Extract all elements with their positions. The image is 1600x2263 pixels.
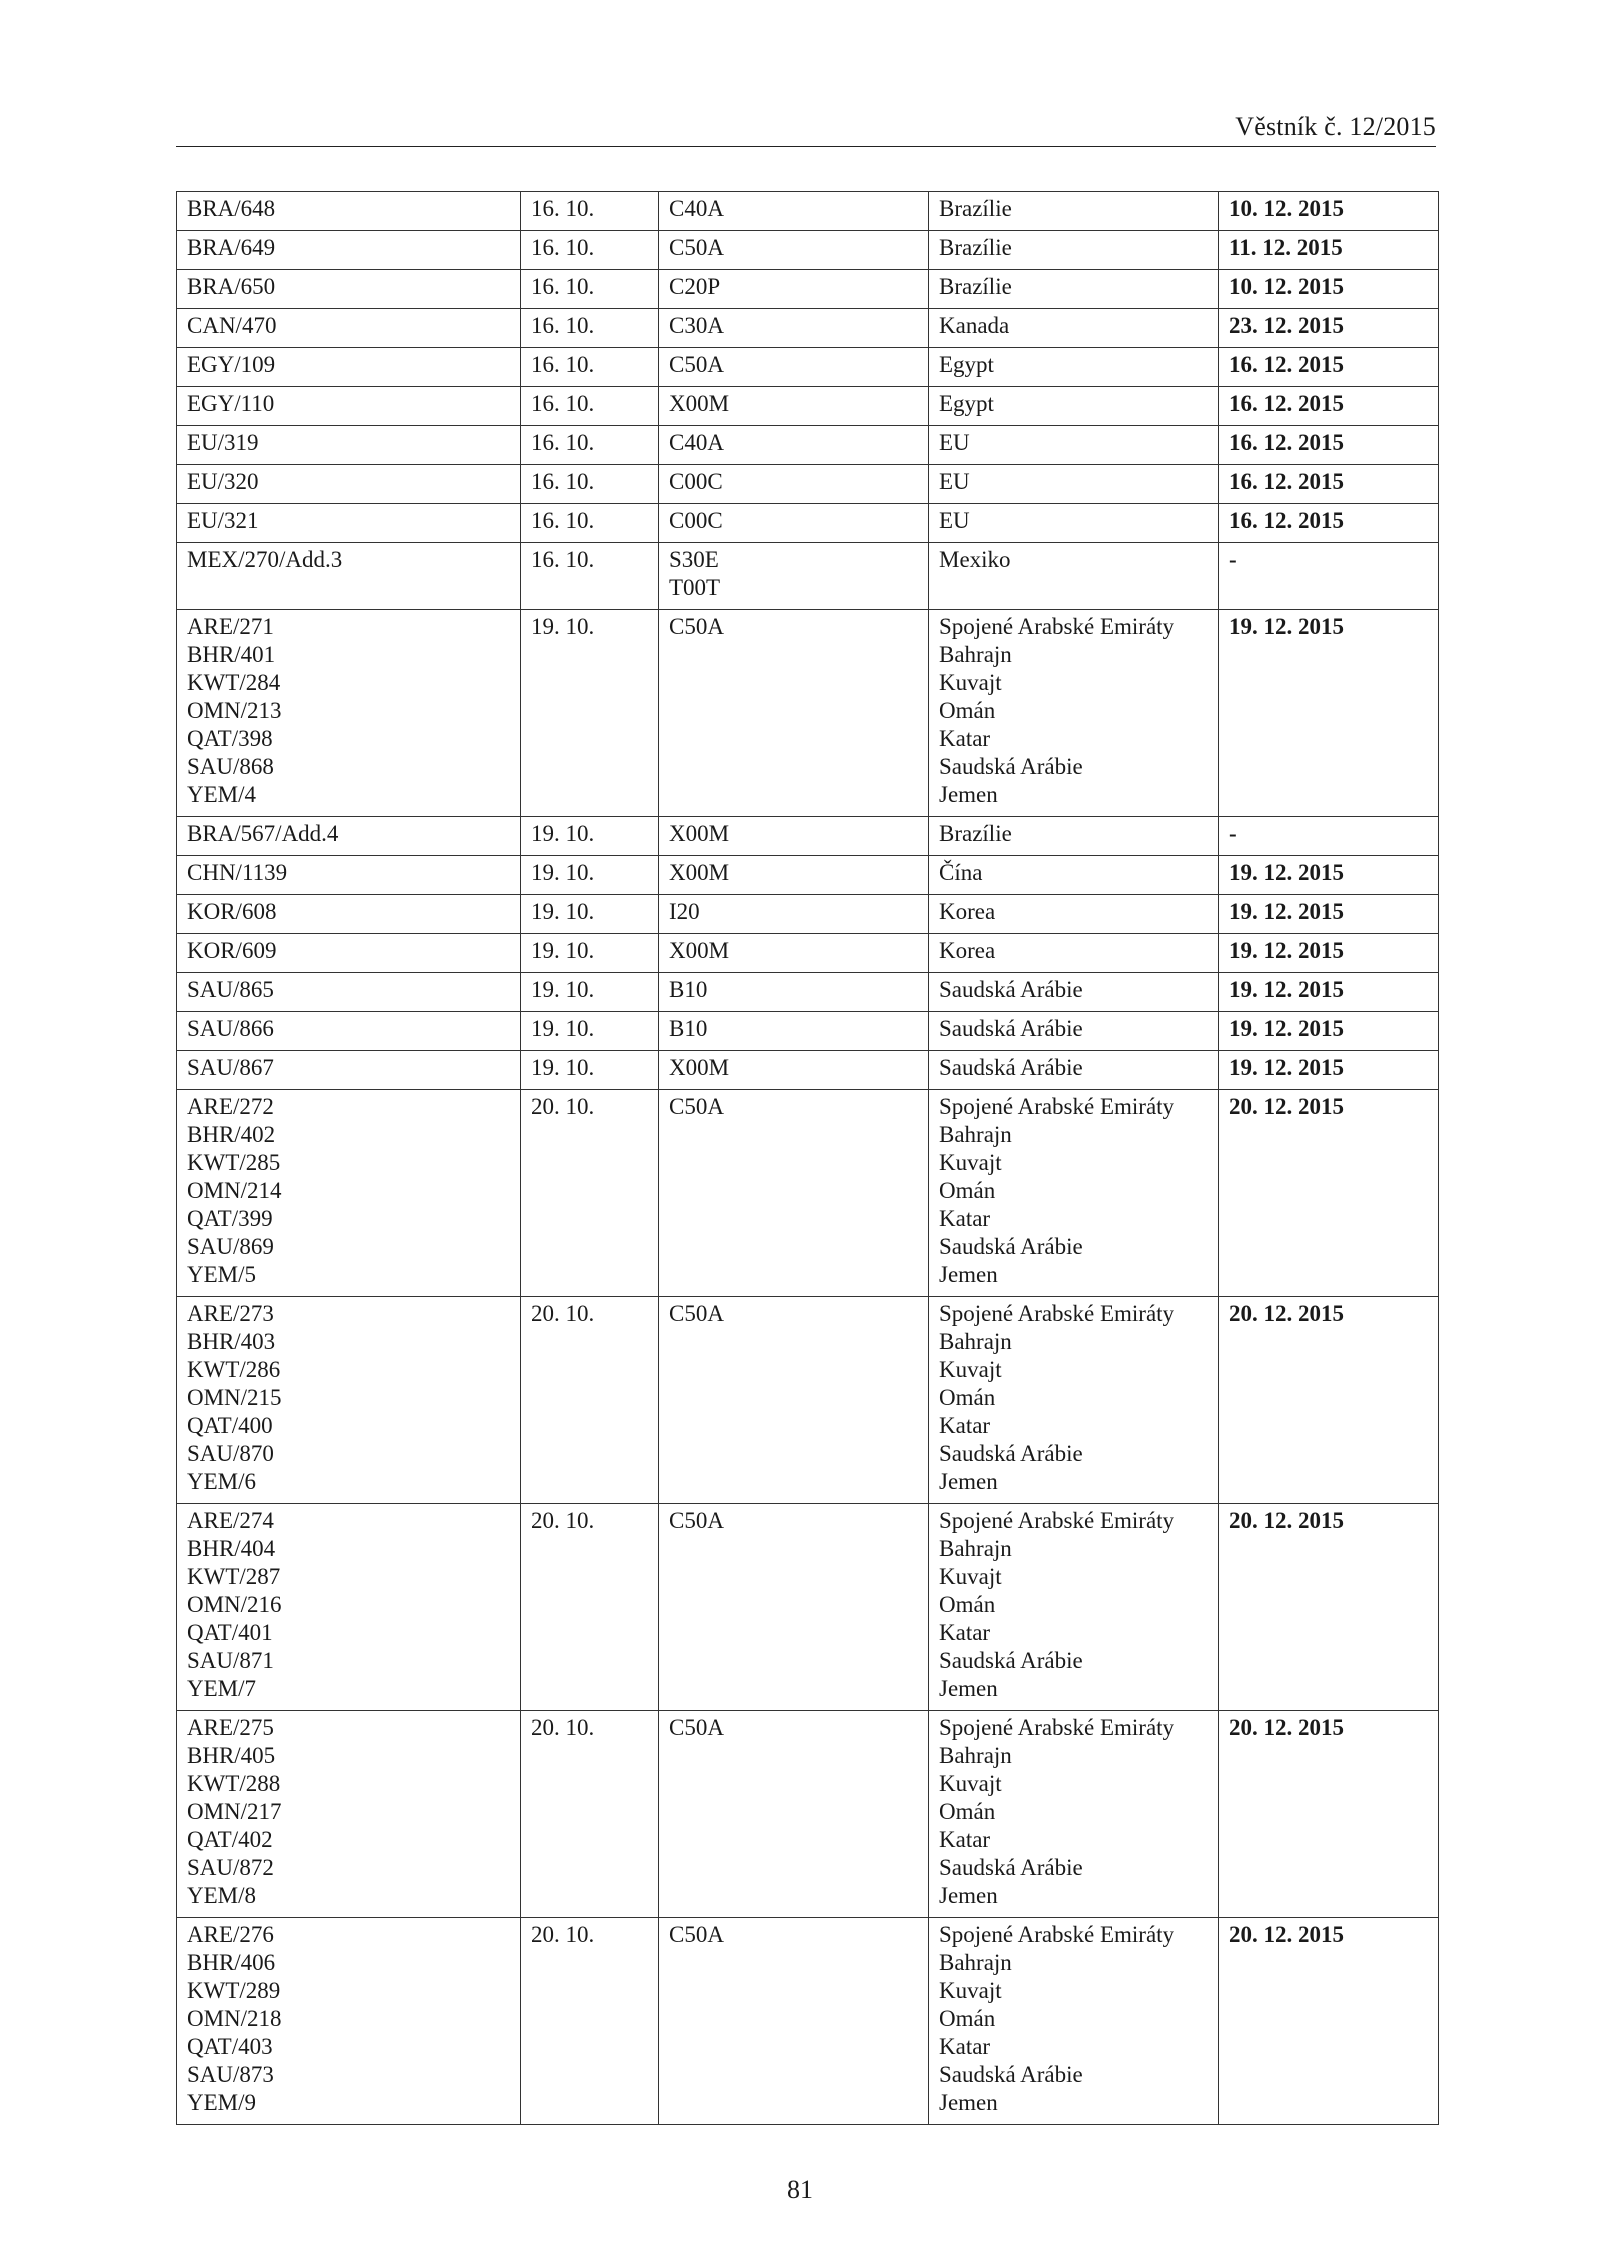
cell-document-code-line: ARE/275 [187, 1715, 274, 1740]
cell-document-code-line: QAT/400 [187, 1413, 273, 1438]
cell-document-code-line: OMN/214 [187, 1178, 282, 1203]
cell-date: 20. 10. [521, 1711, 659, 1918]
cell-document-code-line: EU/321 [187, 508, 259, 533]
cell-document-code-line: YEM/7 [187, 1676, 256, 1701]
cell-document-code [177, 270, 521, 309]
cell-classification [659, 270, 929, 309]
cell-country-line: Saudská Arábie [939, 1234, 1083, 1259]
cell-document-code-line: SAU/873 [187, 2062, 274, 2087]
cell-document-code-line: BHR/405 [187, 1743, 276, 1768]
table-row [177, 973, 1439, 1012]
cell-classification-line: S30E [669, 547, 719, 572]
cell-document-code [177, 1918, 521, 2125]
cell-document-code-line: SAU/866 [187, 1016, 274, 1041]
table-row [177, 895, 1439, 934]
cell-deadline: 11. 12. 2015 [1219, 231, 1439, 270]
cell-country-line: Kuvajt [939, 670, 1002, 695]
cell-document-code [177, 973, 521, 1012]
cell-date: 19. 10. [521, 856, 659, 895]
cell-document-code-line: ARE/273 [187, 1301, 274, 1326]
cell-country-line: Omán [939, 1592, 996, 1617]
cell-deadline: 20. 12. 2015 [1219, 1297, 1439, 1504]
cell-document-code-line: YEM/5 [187, 1262, 256, 1287]
cell-country-line: Brazílie [939, 196, 1012, 221]
cell-classification-line: C30A [669, 313, 724, 338]
cell-classification [659, 610, 929, 817]
cell-document-code-line: SAU/867 [187, 1055, 274, 1080]
table-row [177, 610, 1439, 817]
cell-country-line: Spojené Arabské Emiráty [939, 1508, 1175, 1533]
cell-country-line: Kuvajt [939, 1564, 1002, 1589]
cell-country-line: Katar [939, 1206, 991, 1231]
cell-date: 16. 10. [521, 543, 659, 610]
cell-country [929, 348, 1219, 387]
cell-document-code [177, 1090, 521, 1297]
cell-document-code-line: CAN/470 [187, 313, 277, 338]
cell-classification [659, 1090, 929, 1297]
cell-document-code [177, 309, 521, 348]
cell-classification [659, 1297, 929, 1504]
cell-document-code [177, 1504, 521, 1711]
cell-country [929, 973, 1219, 1012]
cell-country-line: Saudská Arábie [939, 1441, 1083, 1466]
table-row [177, 426, 1439, 465]
cell-document-code-line: EU/320 [187, 469, 259, 494]
cell-deadline: 19. 12. 2015 [1219, 1012, 1439, 1051]
cell-document-code-line: SAU/869 [187, 1234, 274, 1259]
cell-classification [659, 387, 929, 426]
cell-date: 19. 10. [521, 934, 659, 973]
table-row [177, 1711, 1439, 1918]
cell-country [929, 1711, 1219, 1918]
cell-classification-line: X00M [669, 821, 730, 846]
cell-date: 20. 10. [521, 1918, 659, 2125]
cell-country-line: Bahrajn [939, 1329, 1012, 1354]
cell-classification-line: X00M [669, 860, 730, 885]
cell-classification [659, 465, 929, 504]
cell-classification-line: X00M [669, 1055, 730, 1080]
cell-document-code-line: EU/319 [187, 430, 259, 455]
cell-document-code-line: EGY/109 [187, 352, 276, 377]
cell-classification-line: I20 [669, 899, 700, 924]
cell-date: 16. 10. [521, 231, 659, 270]
cell-document-code [177, 856, 521, 895]
cell-country-line: Jemen [939, 1676, 998, 1701]
table-row [177, 465, 1439, 504]
cell-document-code-line: QAT/401 [187, 1620, 273, 1645]
cell-date: 16. 10. [521, 387, 659, 426]
cell-country-line: Katar [939, 2034, 991, 2059]
cell-classification-line: C40A [669, 196, 724, 221]
cell-country-line: Saudská Arábie [939, 1855, 1083, 1880]
cell-document-code-line: SAU/865 [187, 977, 274, 1002]
cell-classification [659, 543, 929, 610]
cell-document-code [177, 934, 521, 973]
cell-country-line: Jemen [939, 2090, 998, 2115]
cell-date: 16. 10. [521, 309, 659, 348]
cell-date: 16. 10. [521, 270, 659, 309]
cell-country-line: Spojené Arabské Emiráty [939, 1301, 1175, 1326]
cell-classification-line: B10 [669, 977, 708, 1002]
cell-country-line: Kuvajt [939, 1771, 1002, 1796]
cell-country-line: Saudská Arábie [939, 2062, 1083, 2087]
cell-country-line: Saudská Arábie [939, 977, 1083, 1002]
cell-country-line: Egypt [939, 391, 994, 416]
cell-document-code [177, 1297, 521, 1504]
cell-country-line: Brazílie [939, 235, 1012, 260]
cell-classification-line: C50A [669, 1508, 724, 1533]
cell-deadline: 10. 12. 2015 [1219, 192, 1439, 231]
cell-date: 16. 10. [521, 348, 659, 387]
cell-country-line: Katar [939, 1827, 991, 1852]
cell-document-code-line: KWT/288 [187, 1771, 281, 1796]
cell-classification [659, 1918, 929, 2125]
cell-classification [659, 504, 929, 543]
cell-deadline: 10. 12. 2015 [1219, 270, 1439, 309]
cell-classification [659, 1012, 929, 1051]
cell-country-line: Jemen [939, 1883, 998, 1908]
cell-document-code-line: BRA/567/Add.4 [187, 821, 339, 846]
cell-document-code [177, 465, 521, 504]
cell-deadline: 20. 12. 2015 [1219, 1504, 1439, 1711]
cell-country-line: Katar [939, 1413, 991, 1438]
table-row [177, 817, 1439, 856]
cell-document-code-line: BHR/406 [187, 1950, 276, 1975]
table-row [177, 1297, 1439, 1504]
table-row [177, 856, 1439, 895]
cell-date: 19. 10. [521, 973, 659, 1012]
cell-document-code-line: BHR/401 [187, 642, 276, 667]
cell-country-line: Spojené Arabské Emiráty [939, 614, 1175, 639]
cell-country [929, 387, 1219, 426]
table-row [177, 543, 1439, 610]
cell-document-code [177, 543, 521, 610]
cell-country-line: Saudská Arábie [939, 754, 1083, 779]
cell-country [929, 934, 1219, 973]
cell-classification-line: C50A [669, 352, 724, 377]
cell-country-line: Omán [939, 1799, 996, 1824]
cell-document-code-line: BHR/404 [187, 1536, 276, 1561]
notifications-table [176, 191, 1439, 2125]
cell-deadline: 19. 12. 2015 [1219, 1051, 1439, 1090]
cell-country-line: Kanada [939, 313, 1010, 338]
cell-document-code-line: YEM/8 [187, 1883, 256, 1908]
cell-document-code-line: KWT/286 [187, 1357, 281, 1382]
cell-classification [659, 856, 929, 895]
cell-classification [659, 895, 929, 934]
cell-country-line: Korea [939, 899, 996, 924]
cell-document-code-line: QAT/402 [187, 1827, 273, 1852]
cell-country-line: Bahrajn [939, 1950, 1012, 1975]
cell-document-code [177, 426, 521, 465]
cell-date: 19. 10. [521, 1012, 659, 1051]
cell-country-line: Brazílie [939, 821, 1012, 846]
cell-country-line: Kuvajt [939, 1150, 1002, 1175]
table-row [177, 1051, 1439, 1090]
cell-document-code-line: SAU/871 [187, 1648, 274, 1673]
cell-date: 20. 10. [521, 1504, 659, 1711]
cell-classification [659, 934, 929, 973]
cell-deadline: 20. 12. 2015 [1219, 1918, 1439, 2125]
cell-document-code [177, 610, 521, 817]
cell-country [929, 504, 1219, 543]
table-body [177, 192, 1439, 2125]
cell-document-code-line: ARE/271 [187, 614, 274, 639]
cell-country-line: Katar [939, 1620, 991, 1645]
cell-document-code-line: BRA/648 [187, 196, 276, 221]
cell-date: 19. 10. [521, 817, 659, 856]
cell-country-line: Bahrajn [939, 642, 1012, 667]
cell-country [929, 856, 1219, 895]
cell-document-code-line: OMN/216 [187, 1592, 282, 1617]
cell-country-line: Bahrajn [939, 1536, 1012, 1561]
cell-deadline: 19. 12. 2015 [1219, 934, 1439, 973]
cell-document-code-line: SAU/868 [187, 754, 274, 779]
cell-country [929, 270, 1219, 309]
cell-classification-line: C20P [669, 274, 721, 299]
cell-classification-line: C00C [669, 469, 723, 494]
cell-deadline: 20. 12. 2015 [1219, 1711, 1439, 1918]
publication-title: Věstník č. 12/2015 [1235, 112, 1436, 141]
cell-document-code-line: ARE/272 [187, 1094, 274, 1119]
cell-classification-line: X00M [669, 391, 730, 416]
table-row [177, 348, 1439, 387]
cell-classification-line: C00C [669, 508, 723, 533]
cell-classification-line: C50A [669, 1301, 724, 1326]
cell-country [929, 543, 1219, 610]
cell-country-line: EU [939, 469, 970, 494]
cell-country-line: Omán [939, 1178, 996, 1203]
cell-document-code [177, 231, 521, 270]
cell-date: 19. 10. [521, 1051, 659, 1090]
table-row [177, 1090, 1439, 1297]
cell-document-code [177, 817, 521, 856]
cell-country-line: Spojené Arabské Emiráty [939, 1094, 1175, 1119]
cell-document-code-line: OMN/215 [187, 1385, 282, 1410]
cell-classification-line: C50A [669, 614, 724, 639]
cell-document-code-line: OMN/213 [187, 698, 282, 723]
cell-country [929, 1918, 1219, 2125]
cell-country [929, 1504, 1219, 1711]
cell-country-line: Korea [939, 938, 996, 963]
cell-document-code-line: BRA/649 [187, 235, 276, 260]
cell-document-code [177, 1711, 521, 1918]
cell-country-line: Jemen [939, 1262, 998, 1287]
cell-document-code-line: ARE/274 [187, 1508, 274, 1533]
cell-date: 19. 10. [521, 895, 659, 934]
cell-document-code [177, 895, 521, 934]
table-row [177, 309, 1439, 348]
cell-deadline: 16. 12. 2015 [1219, 348, 1439, 387]
cell-document-code-line: QAT/403 [187, 2034, 273, 2059]
cell-country [929, 1051, 1219, 1090]
cell-country-line: Saudská Arábie [939, 1055, 1083, 1080]
cell-classification [659, 231, 929, 270]
table-row [177, 1012, 1439, 1051]
cell-country-line: Jemen [939, 782, 998, 807]
cell-country-line: EU [939, 508, 970, 533]
cell-classification [659, 192, 929, 231]
cell-document-code-line: QAT/398 [187, 726, 273, 751]
cell-country-line: Saudská Arábie [939, 1648, 1083, 1673]
cell-country [929, 610, 1219, 817]
cell-date: 16. 10. [521, 426, 659, 465]
cell-deadline: 19. 12. 2015 [1219, 973, 1439, 1012]
cell-deadline: 19. 12. 2015 [1219, 895, 1439, 934]
cell-country-line: Omán [939, 2006, 996, 2031]
cell-country [929, 192, 1219, 231]
table-row [177, 934, 1439, 973]
cell-date: 19. 10. [521, 610, 659, 817]
cell-country-line: EU [939, 430, 970, 455]
cell-document-code-line: QAT/399 [187, 1206, 273, 1231]
cell-country [929, 1090, 1219, 1297]
cell-country [929, 1297, 1219, 1504]
cell-classification [659, 1504, 929, 1711]
cell-classification-line: C50A [669, 1094, 724, 1119]
cell-document-code-line: BHR/403 [187, 1329, 276, 1354]
cell-country-line: Bahrajn [939, 1743, 1012, 1768]
cell-classification [659, 973, 929, 1012]
cell-country [929, 817, 1219, 856]
table-row [177, 504, 1439, 543]
cell-classification [659, 348, 929, 387]
cell-document-code-line: KOR/609 [187, 938, 277, 963]
cell-document-code-line: OMN/218 [187, 2006, 282, 2031]
cell-country [929, 1012, 1219, 1051]
cell-date: 16. 10. [521, 504, 659, 543]
table-row [177, 387, 1439, 426]
cell-country [929, 309, 1219, 348]
cell-classification [659, 1711, 929, 1918]
cell-document-code-line: BHR/402 [187, 1122, 276, 1147]
cell-country [929, 895, 1219, 934]
cell-document-code-line: KWT/284 [187, 670, 281, 695]
cell-deadline: 16. 12. 2015 [1219, 504, 1439, 543]
cell-country-line: Spojené Arabské Emiráty [939, 1715, 1175, 1740]
cell-classification-line: C40A [669, 430, 724, 455]
table-row [177, 192, 1439, 231]
cell-document-code [177, 387, 521, 426]
cell-deadline: 16. 12. 2015 [1219, 426, 1439, 465]
cell-document-code-line: KWT/289 [187, 1978, 281, 2003]
cell-document-code-line: SAU/870 [187, 1441, 274, 1466]
cell-classification-line: B10 [669, 1016, 708, 1041]
cell-classification-line: C50A [669, 1922, 724, 1947]
cell-document-code-line: YEM/9 [187, 2090, 256, 2115]
cell-document-code [177, 1051, 521, 1090]
cell-document-code-line: MEX/270/Add.3 [187, 547, 343, 572]
cell-date: 20. 10. [521, 1090, 659, 1297]
cell-country-line: Bahrajn [939, 1122, 1012, 1147]
cell-country-line: Mexiko [939, 547, 1011, 572]
cell-document-code-line: YEM/4 [187, 782, 256, 807]
cell-country [929, 465, 1219, 504]
cell-classification [659, 817, 929, 856]
cell-country-line: Kuvajt [939, 1357, 1002, 1382]
cell-deadline: - [1219, 543, 1439, 610]
cell-classification [659, 426, 929, 465]
cell-document-code-line: KWT/287 [187, 1564, 281, 1589]
table-row [177, 1504, 1439, 1711]
cell-country-line: Saudská Arábie [939, 1016, 1083, 1041]
cell-country-line: Katar [939, 726, 991, 751]
cell-document-code-line: KOR/608 [187, 899, 277, 924]
cell-deadline: 19. 12. 2015 [1219, 856, 1439, 895]
cell-country-line: Omán [939, 698, 996, 723]
table-row [177, 270, 1439, 309]
cell-document-code-line: EGY/110 [187, 391, 275, 416]
table-row [177, 1918, 1439, 2125]
cell-classification-line: X00M [669, 938, 730, 963]
cell-classification [659, 309, 929, 348]
cell-document-code-line: CHN/1139 [187, 860, 288, 885]
cell-document-code-line: KWT/285 [187, 1150, 281, 1175]
cell-deadline: 16. 12. 2015 [1219, 387, 1439, 426]
cell-deadline: 23. 12. 2015 [1219, 309, 1439, 348]
page-header [176, 108, 1436, 147]
cell-classification [659, 1051, 929, 1090]
cell-document-code [177, 348, 521, 387]
table-row [177, 231, 1439, 270]
cell-document-code-line: SAU/872 [187, 1855, 274, 1880]
page-number: 81 [787, 2175, 813, 2204]
cell-classification-line: C50A [669, 1715, 724, 1740]
cell-country-line: Egypt [939, 352, 994, 377]
cell-document-code-line: ARE/276 [187, 1922, 274, 1947]
cell-deadline: 20. 12. 2015 [1219, 1090, 1439, 1297]
cell-country-line: Jemen [939, 1469, 998, 1494]
cell-classification-line: C50A [669, 235, 724, 260]
cell-date: 16. 10. [521, 192, 659, 231]
cell-country-line: Spojené Arabské Emiráty [939, 1922, 1175, 1947]
cell-date: 20. 10. [521, 1297, 659, 1504]
cell-document-code [177, 1012, 521, 1051]
cell-country [929, 231, 1219, 270]
cell-deadline: 16. 12. 2015 [1219, 465, 1439, 504]
cell-classification-line: T00T [669, 575, 721, 600]
cell-document-code-line: OMN/217 [187, 1799, 282, 1824]
cell-country-line: Omán [939, 1385, 996, 1410]
cell-deadline: 19. 12. 2015 [1219, 610, 1439, 817]
cell-document-code [177, 504, 521, 543]
cell-document-code-line: BRA/650 [187, 274, 276, 299]
cell-country-line: Brazílie [939, 274, 1012, 299]
cell-document-code-line: YEM/6 [187, 1469, 256, 1494]
cell-country-line: Čína [939, 860, 983, 885]
cell-country [929, 426, 1219, 465]
cell-country-line: Kuvajt [939, 1978, 1002, 2003]
cell-date: 16. 10. [521, 465, 659, 504]
cell-deadline: - [1219, 817, 1439, 856]
cell-document-code [177, 192, 521, 231]
